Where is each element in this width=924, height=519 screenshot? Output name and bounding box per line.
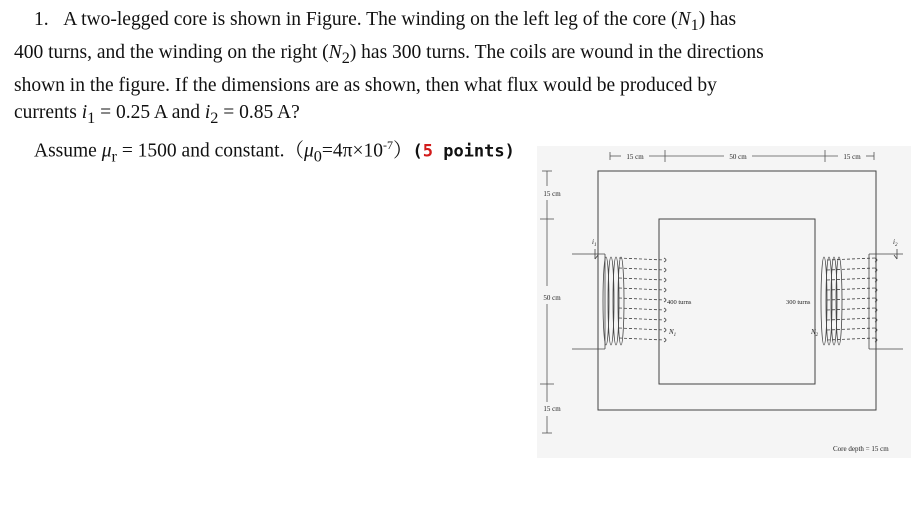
n1-subscript: 1 — [690, 15, 699, 34]
i1-subscript: 1 — [87, 108, 96, 127]
mu-r-subscript: r — [111, 147, 117, 166]
core-outer-edge — [598, 171, 876, 410]
i2-label — [893, 238, 898, 248]
dim-left-middle: 50 cm — [543, 294, 561, 302]
points-close: points) — [432, 141, 515, 162]
dim-left-lower: 15 cm — [543, 405, 561, 413]
n1-symbol: N — [677, 9, 691, 30]
question-text-part: currents — [14, 101, 82, 123]
mu-r-symbol: μ — [101, 140, 112, 162]
question-line-1 — [14, 6, 914, 39]
core-diagram — [537, 146, 911, 458]
dim-left-upper: 15 cm — [543, 190, 561, 198]
question-text-part: ) has — [698, 9, 737, 30]
question-line-3: shown in the figure. If the dimensions are as shown, then what flux would be produced by — [14, 74, 717, 96]
question-text-part: = 0.85 A? — [218, 101, 300, 123]
question-text-part: = 1500 and constant.（ — [116, 140, 304, 162]
n2-subscript: 2 — [341, 48, 350, 67]
question-line-2 — [14, 39, 914, 72]
n1-sub: 1 — [673, 333, 677, 338]
points-number: 5 — [422, 141, 433, 162]
question-text-part: 400 turns, and the winding on the right ( — [14, 41, 329, 63]
right-turns-label: 300 turns — [786, 299, 811, 306]
n2-sub: 2 — [815, 333, 819, 338]
dim-left-top: 15 cm — [626, 153, 644, 161]
dim-right-top: 15 cm — [843, 153, 861, 161]
n1-letter: N — [669, 328, 674, 336]
n2-label — [810, 328, 819, 338]
i1-symbol: i — [81, 101, 88, 123]
i1-label — [592, 238, 596, 248]
left-dimension — [540, 171, 554, 433]
n2-letter: N — [811, 328, 816, 336]
core-depth-label: Core depth = 15 cm — [833, 445, 889, 453]
dim-middle-top: 50 cm — [729, 153, 747, 161]
question-text-part: ) has 300 turns. The coils are wound in the directions — [349, 41, 764, 63]
question-line-4 — [14, 99, 914, 132]
i1-sub: 1 — [593, 243, 597, 248]
left-coil — [572, 254, 666, 349]
points-open: ( — [412, 141, 423, 162]
question-text-part: Assume — [34, 140, 102, 162]
left-turns-label: 400 turns — [667, 299, 692, 306]
i2-subscript: 2 — [210, 108, 219, 127]
question-text-part: A two-legged core is shown in Figure. The winding on the left leg of the core ( — [63, 9, 678, 30]
question-number: 1. — [34, 9, 49, 30]
i2-symbol: i — [204, 101, 211, 123]
i2-sub: 2 — [894, 243, 898, 248]
n2-symbol: N — [328, 41, 342, 63]
i2-letter: i — [893, 238, 895, 246]
right-coil — [821, 254, 903, 349]
question-text-part: =4π×10 — [321, 140, 383, 162]
question-text-part: = 0.25 A and — [95, 101, 205, 123]
core-figure — [537, 146, 911, 458]
points-label — [412, 141, 514, 161]
mu0-subscript: 0 — [313, 147, 322, 166]
n1-label — [668, 328, 676, 338]
i1-letter: i — [592, 238, 594, 246]
question-text-part: ） — [392, 140, 413, 162]
mu0-symbol: μ — [303, 140, 314, 162]
exponent: -7 — [382, 137, 393, 152]
